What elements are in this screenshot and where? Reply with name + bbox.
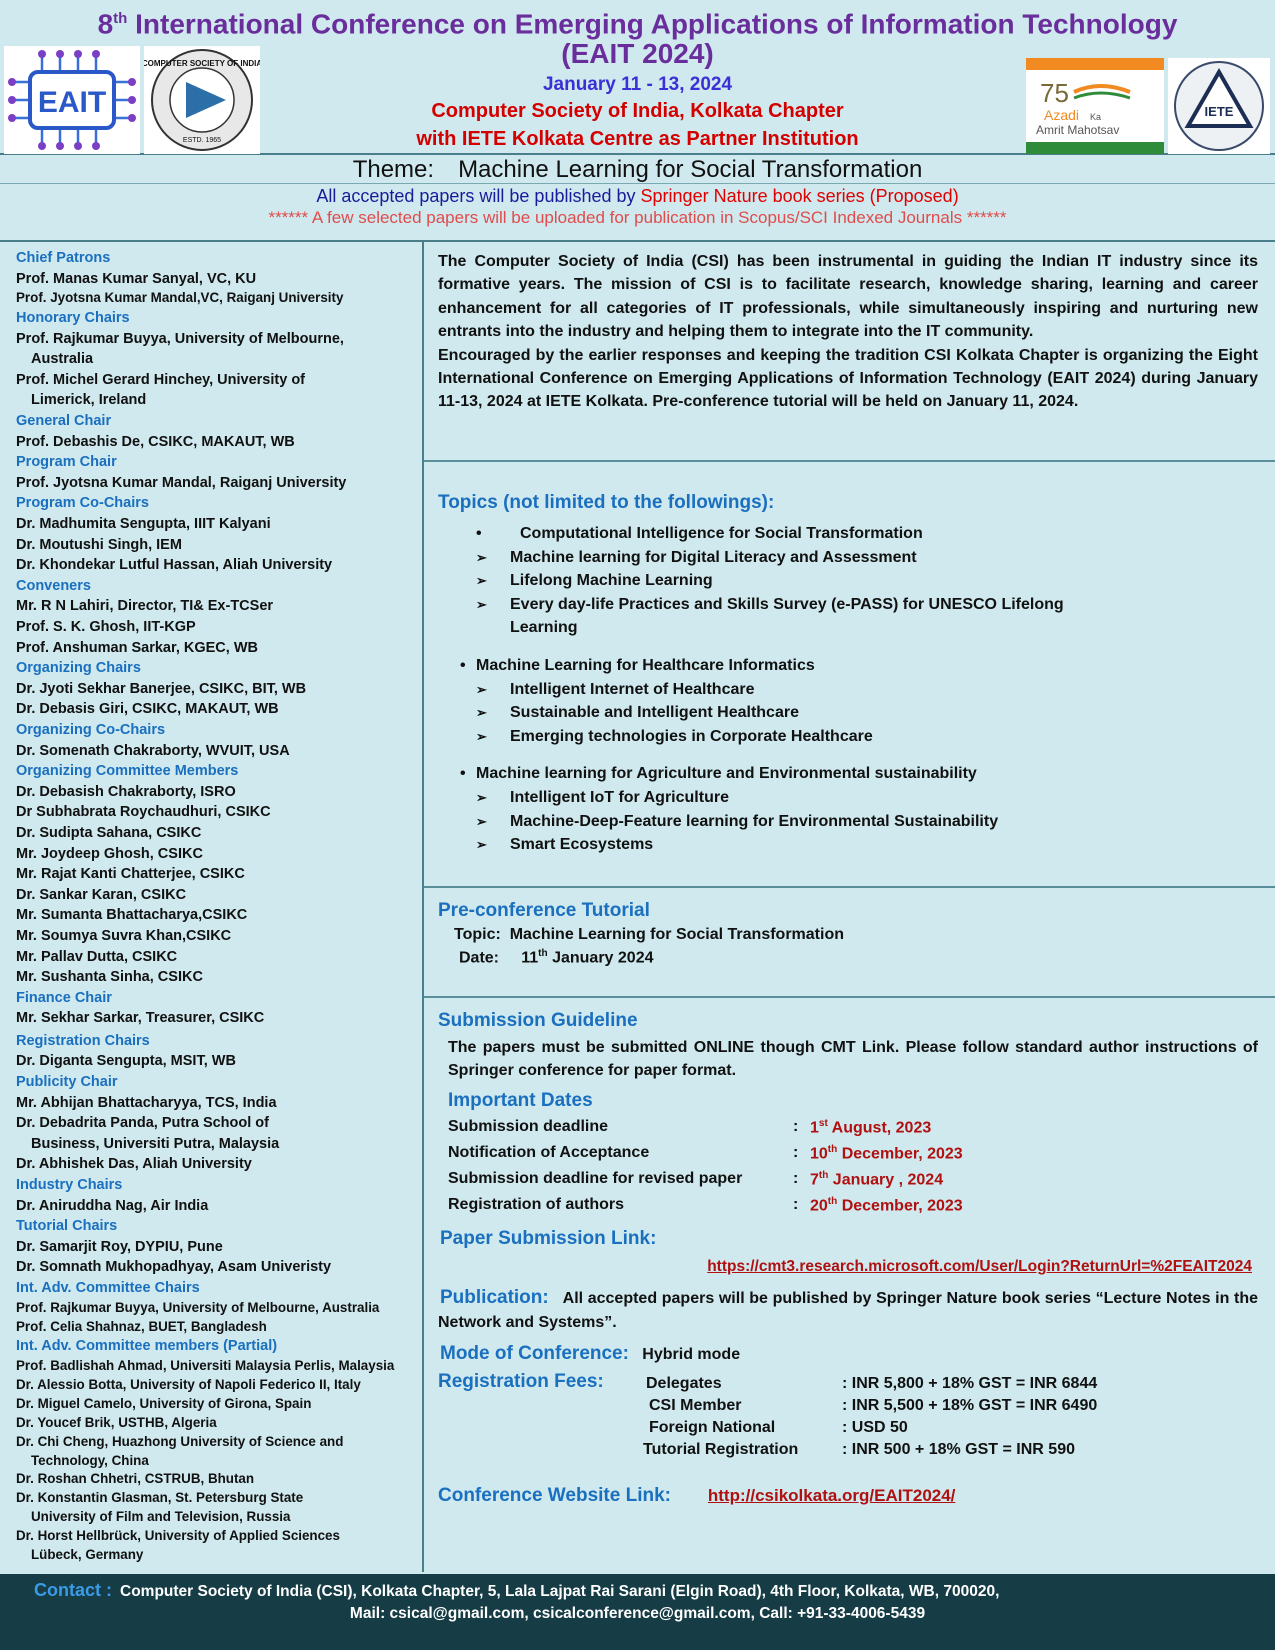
member-name: Prof. Rajkumar Buyya, University of Melbourne, [16,330,344,347]
committee-member [16,1470,422,1489]
date-rest: December, 2023 [837,1145,963,1163]
member-name: Dr. Somenath Chakraborty, WVUIT, USA [16,742,290,759]
submission-text: The papers must be submitted ONLINE though CMT Link. Please follow standard author instructions of Springer conference for paper format. [448,1039,1258,1079]
fee-row [646,1375,1246,1397]
topic-item [438,569,1258,593]
committee-member [16,555,422,576]
azadi-75: 75 [1040,78,1069,108]
submission-section [438,1010,1258,1507]
footer-contact [0,1574,1275,1650]
separator: : [793,1196,799,1213]
mode-heading: Mode of Conference: [440,1343,629,1364]
member-name: Mr. Rajat Kanti Chatterjee, CSIKC [16,866,245,883]
csi-logo [144,46,260,154]
committee-member [16,514,422,535]
committee-role-heading: Organizing Chairs [16,660,141,677]
date-suffix: th [827,1144,838,1155]
member-name: Dr. Miguel Camelo, University of Girona, Spain [16,1395,312,1411]
date-rest: December, 2023 [837,1197,963,1215]
publication-block [438,1286,1258,1335]
fee-row [646,1419,1246,1441]
paper-submission-link-heading: Paper Submission Link: [440,1228,657,1249]
member-name: Dr. Chi Cheng, Huazhong University of Science and [16,1433,344,1449]
member-name: Dr. Diganta Sengupta, MSIT, WB [16,1053,236,1070]
website-link[interactable]: http://csikolkata.org/EAIT2024/ [707,1486,956,1505]
important-date-value [810,1144,963,1163]
committee-role-heading: Registration Chairs [16,1032,150,1049]
fee-value: : USD 50 [842,1419,908,1436]
committee-member [16,823,422,844]
topic-item-label: Emerging technologies in Corporate Healthcare [510,727,873,745]
theme-value: Machine Learning for Social Transformation [458,156,923,183]
azadi-ka-amrit-mahotsav-logo [1026,58,1164,154]
committee-role-heading: Int. Adv. Committee Chairs [16,1280,200,1296]
fee-value: : INR 5,500 + 18% GST = INR 6490 [842,1397,1098,1414]
committee-member [16,1008,422,1029]
eait-logo-text: EAIT [37,86,107,119]
committee-role-heading: Tutorial Chairs [16,1218,118,1235]
separator: : [793,1144,799,1161]
member-affiliation-cont: Limerick, Ireland [31,392,147,409]
committee-role-heading: Program Chair [16,454,117,471]
topics-heading: Topics (not limited to the followings): [438,492,775,513]
committee-member [16,926,422,947]
committee-member [16,679,422,700]
member-name: Dr. Alessio Botta, University of Napoli Federico II, Italy [16,1376,361,1392]
topic-item-label: Every day-life Practices and Skills Survey (e-PASS) for UNESCO Lifelong [510,595,1064,613]
paper-submission-link[interactable]: https://cmt3.research.microsoft.com/User/Login?ReturnUrl=%2FEAIT2024 [707,1258,1252,1275]
committee-member [16,1257,422,1278]
arrow-bullet-icon: ➢ [476,681,487,697]
topic-item [438,725,1258,749]
date-suffix: st [818,1118,828,1129]
committee-member [16,1527,422,1565]
important-date-row [448,1166,1258,1192]
committee-member [16,699,422,720]
topics-section [438,492,1258,857]
arrow-bullet-icon: ➢ [476,573,487,589]
topic-group-title: Machine learning for Agriculture and Environmental sustainability [476,765,977,783]
topic-item [438,701,1258,725]
member-name: Dr. Sudipta Sahana, CSIKC [16,824,202,841]
fee-row [646,1397,1246,1419]
committee-member [16,1113,422,1154]
committee-member [16,1318,422,1337]
arrow-bullet-icon: ➢ [476,549,487,565]
arrow-bullet-icon: ➢ [476,789,487,805]
iete-logo-text: IETE [1204,104,1234,119]
intro-paragraph-1: The Computer Society of India (CSI) has been instrumental in guiding the Indian IT industry since its formative years. The mission of CSI is to facilitate research, knowledge sharing, learning and career enhancement for all categories of IT professionals, while simultaneously inspiring and nurturing new entrants into the industry and helping them to integrate into the IT community. [438,253,1258,341]
topic-group [438,762,1258,786]
committee-member [16,1433,422,1471]
publication-notice-series: Springer Nature book series (Proposed) [640,186,959,206]
member-name: Mr. Sushanta Sinha, CSIKC [16,969,203,986]
member-name: Prof. Anshuman Sarkar, KGEC, WB [16,639,258,656]
contact-address [34,1580,999,1601]
header [0,0,1275,155]
member-name: Mr. Pallav Dutta, CSIKC [16,948,178,965]
committee-list [0,240,424,1572]
committee-role-heading: Organizing Co-Chairs [16,721,166,738]
committee-member [16,844,422,865]
member-name: Dr. Debasish Chakraborty, ISRO [16,783,236,800]
publication-notice [0,186,1275,207]
member-name: Prof. S. K. Ghosh, IIT-KGP [16,619,196,635]
topic-group [438,654,1258,678]
theme-row [0,156,1275,184]
important-dates-heading: Important Dates [448,1090,593,1111]
committee-member [16,329,422,370]
date-day: 1 [810,1119,819,1137]
member-name: Mr. Abhijan Bhattacharyya, TCS, India [16,1094,277,1111]
member-affiliation-cont: University of Film and Television, Russia [31,1509,291,1525]
introduction [438,250,1258,414]
date-day: 7 [810,1171,819,1189]
submission-heading: Submission Guideline [438,1010,638,1031]
fees-heading: Registration Fees: [438,1371,604,1392]
conference-dates: January 11 - 13, 2024 [542,74,733,95]
member-name: Dr. Samarjit Roy, DYPIU, Pune [16,1238,223,1255]
fee-label: Foreign National [649,1419,776,1436]
important-date-label: Notification of Acceptance [448,1144,650,1161]
bullet-icon: • [476,525,482,542]
tutorial-date-label: Date: [459,949,500,967]
topic-item [438,593,1258,617]
member-name: Dr. Debasis Giri, CSIKC, MAKAUT, WB [16,701,279,718]
member-name: Dr. Khondekar Lutful Hassan, Aliah University [16,557,333,574]
committee-member [16,885,422,906]
committee-member [16,905,422,926]
committee-member [16,617,422,638]
fee-value: : INR 5,800 + 18% GST = INR 6844 [842,1375,1098,1392]
committee-role-heading: Int. Adv. Committee members (Partial) [16,1338,278,1355]
conference-title: 8th International Conference on Emerging Applications of Information Technology [97,8,1178,40]
topic-item-label: Smart Ecosystems [510,836,654,854]
date-day: 10 [810,1145,828,1163]
member-name: Dr. Horst Hellbrück, University of Applied Sciences [16,1528,340,1544]
member-name: Mr. Soumya Suvra Khan,CSIKC [16,927,232,944]
tutorial-topic-label: Topic: [454,926,501,943]
topic-item [438,546,1258,570]
important-date-value [810,1118,931,1137]
important-date-row [448,1140,1258,1166]
committee-member [16,473,422,494]
separator: : [793,1118,799,1135]
main-content [424,240,1275,1572]
topic-item-label: Lifelong Machine Learning [510,572,713,590]
member-name: Prof. Manas Kumar Sanyal, VC, KU [16,270,257,287]
committee-member [16,596,422,617]
committee-member [16,432,422,453]
topic-item-label: Learning [510,619,578,637]
committee-member [16,1299,422,1318]
member-name: Mr. Sekhar Sarkar, Treasurer, CSIKC [16,1010,265,1027]
iete-logo [1168,58,1270,154]
topic-item [438,678,1258,702]
committee-member [16,370,422,411]
member-name: Mr. R N Lahiri, Director, TI& Ex-TCSer [16,598,274,615]
date-suffix: th [818,1170,829,1181]
divider [424,996,1275,998]
important-date-label: Submission deadline [448,1118,609,1135]
contact-mail-phone: Mail: csical@gmail.com, csicalconference@gmail.com, Call: +91-33-4006-5439 [349,1605,926,1622]
member-name: Dr. Youcef Brik, USTHB, Algeria [16,1414,217,1430]
contact-label: Contact : [34,1580,112,1600]
member-name: Dr. Moutushi Singh, IEM [16,536,182,553]
member-affiliation-cont: Lübeck, Germany [31,1547,144,1563]
important-date-label: Submission deadline for revised paper [448,1170,743,1187]
contact-address-text: Computer Society of India (CSI), Kolkata Chapter, 5, Lala Lajpat Rai Sarani (Elgin Road), 4th Floor, Kolkata, WB, 700020, [120,1583,1000,1600]
committee-role-heading: Finance Chair [16,989,112,1006]
tutorial-heading: Pre-conference Tutorial [438,900,650,921]
website-block [438,1485,1258,1507]
committee-member [16,1237,422,1258]
member-name: Dr Subhabrata Roychaudhuri, CSIKC [16,804,271,821]
tutorial-date: Date: 11th January 2024 [459,948,654,967]
member-name: Mr. Joydeep Ghosh, CSIKC [16,845,203,862]
member-name: Prof. Rajkumar Buyya, University of Melbourne, Australia [16,1299,380,1315]
member-name: Prof. Badlishah Ahmad, Universiti Malaysia Perlis, Malaysia [16,1358,395,1373]
partner-institution: with IETE Kolkata Centre as Partner Institution [416,128,859,150]
committee-role-heading: Conveners [16,577,91,594]
member-affiliation-cont: Business, Universiti Putra, Malaysia [31,1135,280,1152]
committee-member [16,864,422,885]
publication-text: All accepted papers will be published by Springer Nature book series “Lecture Notes in the Network and Systems”. [438,1290,1258,1331]
important-date-row [448,1192,1258,1218]
bullet-icon: • [460,765,466,783]
topic-item [438,786,1258,810]
fee-label: Delegates [646,1375,722,1392]
conference-acronym: (EAIT 2024) [561,38,714,69]
eait-logo [4,46,140,154]
date-day: 20 [810,1197,828,1215]
fee-label: CSI Member [649,1397,742,1414]
website-heading: Conference Website Link: [438,1485,671,1506]
committee-member [16,1093,422,1114]
important-date-row [448,1114,1258,1140]
topic-item-label: Sustainable and Intelligent Healthcare [510,704,799,722]
fee-row [643,1441,1246,1463]
topic-item-label: Intelligent Internet of Healthcare [510,680,755,698]
member-name: Prof. Jyotsna Kumar Mandal, Raiganj University [16,474,347,491]
publication-notice-text: All accepted papers will be published by [316,186,636,206]
committee-member [16,967,422,988]
committee-role-heading: Program Co-Chairs [16,495,149,512]
committee-member [16,741,422,762]
member-name: Dr. Jyoti Sekhar Banerjee, CSIKC, BIT, WB [16,680,307,697]
important-date-label: Registration of authors [448,1196,625,1213]
tutorial-topic-value: Machine Learning for Social Transformation [509,926,844,943]
committee-role-heading: Organizing Committee Members [16,763,239,780]
arrow-bullet-icon: ➢ [476,728,487,744]
committee-role-heading: Industry Chairs [16,1177,123,1194]
important-date-value [810,1196,963,1215]
publication-heading: Publication: [440,1287,549,1308]
divider [424,460,1275,462]
topic-item-label: Machine-Deep-Feature learning for Environmental Sustainability [510,812,999,830]
member-name: Mr. Sumanta Bhattacharya,CSIKC [16,907,248,924]
csi-logo-estd: ESTD. 1965 [182,137,222,144]
committee-member [16,1489,422,1527]
date-suffix: th [827,1196,838,1207]
committee-member [16,1196,422,1217]
azadi-text: Azadi [1044,107,1080,123]
topic-item [438,810,1258,834]
bullet-icon: • [460,656,466,674]
member-name: Dr. Roshan Chhetri, CSTRUB, Bhutan [16,1471,255,1487]
committee-member [16,947,422,968]
fee-label: Tutorial Registration [643,1441,799,1458]
fee-value: : INR 500 + 18% GST = INR 590 [842,1441,1075,1458]
mode-value: Hybrid mode [642,1346,741,1363]
committee-member [16,1154,422,1175]
member-name: Prof. Jyotsna Kumar Mandal,VC, Raiganj University [16,290,344,306]
topic-group-title: Machine Learning for Healthcare Informatics [476,656,815,674]
date-rest: January , 2024 [828,1171,944,1189]
arrow-bullet-icon: ➢ [476,813,487,829]
topic-item-label: Machine learning for Digital Literacy and Assessment [510,548,917,566]
mode-block [438,1343,1258,1365]
important-date-value [810,1170,943,1189]
member-name: Prof. Michel Gerard Hinchey, University of [16,371,306,388]
tutorial-section [438,900,1258,967]
committee-member [16,638,422,659]
scopus-notice: ****** A few selected papers will be uploaded for publication in Scopus/SCI Indexed Journals ****** [268,208,1007,227]
topic-item-label: Intelligent IoT for Agriculture [510,788,729,806]
arrow-bullet-icon: ➢ [476,705,487,721]
member-name: Dr. Aniruddha Nag, Air India [16,1197,209,1214]
committee-member [16,782,422,803]
azadi-ka-text: Ka [1090,112,1102,122]
committee-role-heading: Honorary Chairs [16,310,130,327]
committee-member [16,1357,422,1376]
committee-role-heading: Chief Patrons [16,250,111,266]
committee-member [16,802,422,823]
member-name: Prof. Celia Shahnaz, BUET, Bangladesh [16,1318,267,1334]
committee-member [16,1051,422,1072]
member-name: Dr. Sankar Karan, CSIKC [16,886,187,903]
committee-member [16,289,422,308]
tutorial-topic [438,926,1258,944]
organizer: Computer Society of India, Kolkata Chapter [431,100,844,122]
member-name: Dr. Konstantin Glasman, St. Petersburg State [16,1490,304,1506]
member-name: Dr. Madhumita Sengupta, IIIT Kalyani [16,516,271,533]
arrow-bullet-icon: ➢ [476,837,487,853]
member-affiliation-cont: Australia [31,351,94,368]
member-name: Dr. Debadrita Panda, Putra School of [16,1115,269,1132]
member-name: Dr. Somnath Mukhopadhyay, Asam Univeristy [16,1259,332,1276]
committee-member [16,535,422,556]
divider [424,886,1275,888]
member-name: Dr. Abhishek Das, Aliah University [16,1156,252,1173]
committee-member [16,1376,422,1395]
committee-member [16,1395,422,1414]
topic-group-title: Computational Intelligence for Social Transformation [520,525,923,542]
paper-submission-link-block [438,1228,1258,1276]
csi-logo-ring-text: COMPUTER SOCIETY OF INDIA [144,59,260,68]
fees-block [438,1371,1258,1475]
committee-member [16,269,422,290]
intro-paragraph-2: Encouraged by the earlier responses and keeping the tradition CSI Kolkata Chapter is organizing the Eight International Conference on Emerging Applications of Information Technology (EAIT 2024) during January 11-13, 2024 at IETE Kolkata. Pre-conference tutorial will be held on January 11, 2024. [438,346,1258,411]
topic-group [438,522,1258,546]
member-affiliation-cont: Technology, China [31,1452,149,1468]
committee-role-heading: Publicity Chair [16,1074,118,1091]
separator: : [793,1170,799,1187]
arrow-bullet-icon: ➢ [476,596,487,612]
topic-item [438,833,1258,857]
committee-role-heading: General Chair [16,413,112,430]
theme-label: Theme: [352,156,435,183]
date-rest: August, 2023 [827,1119,932,1137]
committee-member [16,1414,422,1433]
topic-item [438,616,1258,640]
member-name: Prof. Debashis De, CSIKC, MAKAUT, WB [16,433,295,450]
amrit-mahotsav-text: Amrit Mahotsav [1036,123,1120,137]
